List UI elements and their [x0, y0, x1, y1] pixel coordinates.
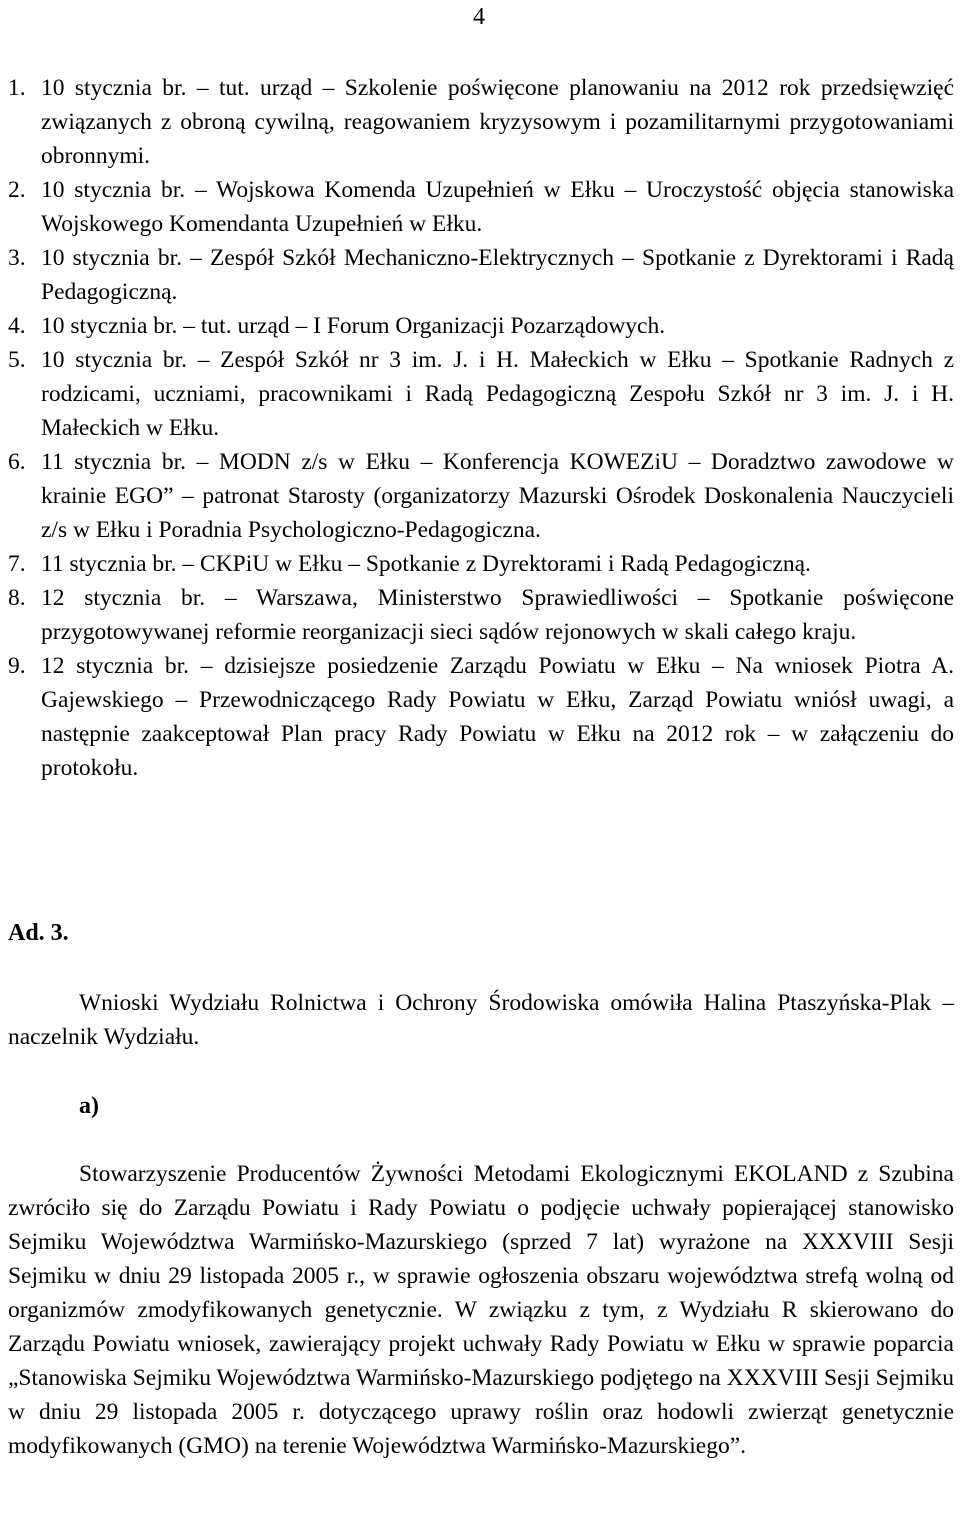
- item-text: 12 stycznia br. – Warszawa, Ministerstwo Sprawiedliwości – Spotkanie poświęcone przygotowywanej reformie reorganizacji sieci sądów rejonowych w skali całego kraju.: [41, 585, 954, 645]
- item-number: 7.: [8, 551, 26, 577]
- item-text: 10 stycznia br. – Zespół Szkół Mechaniczno-Elektrycznych – Spotkanie z Dyrektorami i Radą Pedagogiczną.: [41, 245, 954, 305]
- item-text: 11 stycznia br. – MODN z/s w Ełku – Konferencja KOWEZiU – Doradztwo zawodowe w krainie EGO” – patronat Starosty (organizatorzy Mazurski Ośrodek Doskonalenia Nauczycieli z/s w Ełku i Poradnia Psychologiczno-Pedagogiczna.: [41, 449, 954, 543]
- list-item: [8, 343, 954, 445]
- item-text: 10 stycznia br. – Zespół Szkół nr 3 im. J. i H. Małeckich w Ełku – Spotkanie Radnych z rodzicami, uczniami, pracownikami i Radą Pedagogiczną Zespołu Szkół nr 3 im. J. i H. Małeckich w Ełku.: [41, 347, 954, 441]
- item-number: 1.: [8, 75, 26, 101]
- section-heading: Ad. 3.: [8, 920, 69, 946]
- item-text: 10 stycznia br. – Wojskowa Komenda Uzupełnień w Ełku – Uroczystość objęcia stanowiska Wojskowego Komendanta Uzupełnień w Ełku.: [41, 177, 954, 237]
- body-paragraph: Stowarzyszenie Producentów Żywności Metodami Ekologicznymi EKOLAND z Szubina zwróciło się do Zarządu Powiatu i Rady Powiatu o podjęcie uchwały popierającej stanowisko Sejmiku Województwa Warmińsko-Mazurskiego (sprzed 7 lat) wyrażone na XXXVIII Sesji Sejmiku w dniu 29 listopada 2005 r., w sprawie ogłoszenia obszaru województwa strefą wolną od organizmów zmodyfikowanych genetycznie. W związku z tym, z Wydziału R skierowano do Zarządu Powiatu wniosek, zawierający projekt uchwały Rady Powiatu w Ełku w sprawie poparcia „Stanowiska Sejmiku Województwa Warmińsko-Mazurskiego podjętego na XXXVIII Sesji Sejmiku w dniu 29 listopada 2005 r. dotyczącego uprawy roślin oraz hodowli zwierząt genetycznie modyfikowanych (GMO) na terenie Województwa Warmińsko-Mazurskiego”.: [8, 1161, 954, 1459]
- page-number: 4: [473, 4, 485, 30]
- list-item: [8, 547, 954, 581]
- item-text: 11 stycznia br. – CKPiU w Ełku – Spotkanie z Dyrektorami i Radą Pedagogiczną.: [41, 551, 811, 577]
- item-text: 12 stycznia br. – dzisiejsze posiedzenie Zarządu Powiatu w Ełku – Na wniosek Piotra A. Gajewskiego – Przewodniczącego Rady Powiatu w Ełku, Zarząd Powiatu wniósł uwagi, a następnie zaakceptował Plan pracy Rady Powiatu w Ełku na 2012 rok – w załączeniu do protokołu.: [41, 653, 954, 781]
- item-number: 4.: [8, 313, 26, 339]
- list-item: [8, 649, 954, 785]
- list-item: [8, 173, 954, 241]
- list-item: [8, 71, 954, 173]
- event-list: [8, 71, 954, 785]
- item-number: 5.: [8, 347, 26, 373]
- list-item: [8, 581, 954, 649]
- item-number: 9.: [8, 653, 26, 679]
- item-number: 2.: [8, 177, 26, 203]
- intro-paragraph: Wnioski Wydziału Rolnictwa i Ochrony Środowiska omówiła Halina Ptaszyńska-Plak – naczelnik Wydziału.: [8, 990, 954, 1050]
- list-item: [8, 309, 954, 343]
- item-text: 10 stycznia br. – tut. urząd – Szkolenie poświęcone planowaniu na 2012 rok przedsięwzięć związanych z obroną cywilną, reagowaniem kryzysowym i pozamilitarnymi przygotowaniami obronnymi.: [41, 75, 954, 169]
- item-number: 3.: [8, 245, 26, 271]
- list-item: [8, 445, 954, 547]
- item-number: 6.: [8, 449, 26, 475]
- list-item: [8, 241, 954, 309]
- item-number: 8.: [8, 585, 26, 611]
- item-text: 10 stycznia br. – tut. urząd – I Forum Organizacji Pozarządowych.: [41, 313, 666, 339]
- subsection-label: a): [79, 1093, 99, 1119]
